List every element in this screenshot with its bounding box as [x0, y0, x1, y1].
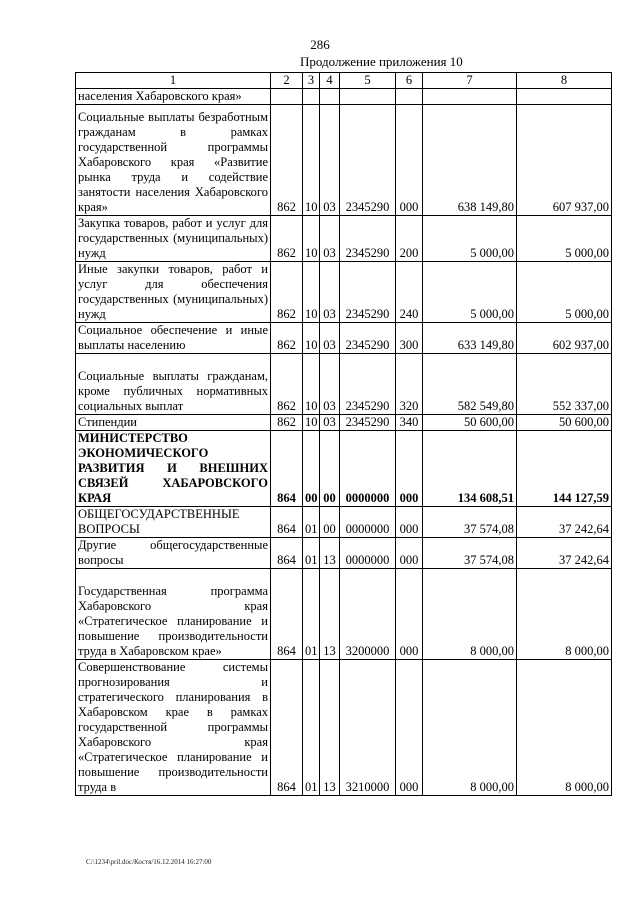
cell-ministry-code: 862 [271, 323, 303, 354]
cell-ministry-code: 864 [271, 431, 303, 507]
cell-expense-type: 000 [396, 660, 423, 796]
row-name: Государственная программа Хабаровского края «Стратегическое планирование и повышение производительности труда в Хабаровском крае» [76, 569, 271, 660]
cell-amount-year1: 8 000,00 [423, 660, 517, 796]
header-cell: 8 [517, 73, 612, 89]
cell-expense-type: 000 [396, 569, 423, 660]
table-row [76, 538, 612, 569]
cell-section: 01 [303, 538, 320, 569]
cell-expense-type: 000 [396, 431, 423, 507]
cell-amount-year1: 5 000,00 [423, 216, 517, 262]
table-row [76, 660, 612, 796]
cell-amount-year2 [517, 89, 612, 105]
cell-amount-year1 [423, 89, 517, 105]
cell-target-article [340, 89, 396, 105]
cell-expense-type: 340 [396, 415, 423, 431]
row-name: Иные закупки товаров, работ и услуг для обеспечения государственных (муниципальных) нужд [76, 262, 271, 323]
cell-amount-year2: 5 000,00 [517, 262, 612, 323]
cell-target-article: 0000000 [340, 431, 396, 507]
cell-ministry-code: 862 [271, 105, 303, 216]
page-number: 286 [310, 37, 330, 52]
cell-subsection: 03 [320, 354, 340, 415]
header-cell: 3 [303, 73, 320, 89]
cell-amount-year1: 37 574,08 [423, 538, 517, 569]
cell-amount-year1: 633 149,80 [423, 323, 517, 354]
table-row [76, 354, 612, 415]
row-name: Социальные выплаты безработным гражданам в рамках государственной программы Хабаровского края «Развитие рынка труда и содействие занятости населения Хабаровского края» [76, 105, 271, 216]
cell-target-article: 3210000 [340, 660, 396, 796]
cell-amount-year2: 37 242,64 [517, 538, 612, 569]
cell-section: 10 [303, 354, 320, 415]
cell-amount-year2: 37 242,64 [517, 507, 612, 538]
appendix-caption: Продолжение приложения 10 [300, 54, 463, 69]
cell-target-article: 2345290 [340, 354, 396, 415]
table-row [76, 262, 612, 323]
cell-section: 10 [303, 323, 320, 354]
cell-expense-type [396, 89, 423, 105]
cell-subsection: 00 [320, 431, 340, 507]
budget-table [75, 72, 612, 796]
cell-subsection: 13 [320, 660, 340, 796]
cell-amount-year2: 602 937,00 [517, 323, 612, 354]
cell-amount-year1: 582 549,80 [423, 354, 517, 415]
cell-amount-year2: 5 000,00 [517, 216, 612, 262]
cell-amount-year2: 50 600,00 [517, 415, 612, 431]
cell-expense-type: 000 [396, 105, 423, 216]
cell-subsection: 13 [320, 569, 340, 660]
cell-section: 01 [303, 569, 320, 660]
cell-target-article: 0000000 [340, 538, 396, 569]
row-name: Закупка товаров, работ и услуг для государственных (муниципальных) нужд [76, 216, 271, 262]
cell-target-article: 0000000 [340, 507, 396, 538]
cell-target-article: 2345290 [340, 216, 396, 262]
cell-section: 10 [303, 216, 320, 262]
header-cell: 1 [76, 73, 271, 89]
cell-ministry-code: 864 [271, 569, 303, 660]
table-row [76, 415, 612, 431]
table-row [76, 89, 612, 105]
cell-amount-year1: 5 000,00 [423, 262, 517, 323]
cell-target-article: 2345290 [340, 415, 396, 431]
header-cell: 6 [396, 73, 423, 89]
header-cell: 2 [271, 73, 303, 89]
cell-subsection [320, 89, 340, 105]
cell-expense-type: 320 [396, 354, 423, 415]
cell-subsection: 00 [320, 507, 340, 538]
cell-expense-type: 240 [396, 262, 423, 323]
cell-amount-year2: 607 937,00 [517, 105, 612, 216]
cell-amount-year2: 552 337,00 [517, 354, 612, 415]
row-name: населения Хабаровского края» [76, 89, 271, 105]
table-row [76, 323, 612, 354]
cell-section: 10 [303, 415, 320, 431]
cell-subsection: 13 [320, 538, 340, 569]
cell-target-article: 2345290 [340, 262, 396, 323]
cell-expense-type: 000 [396, 538, 423, 569]
cell-subsection: 03 [320, 323, 340, 354]
row-name: Социальное обеспечение и иные выплаты населению [76, 323, 271, 354]
row-name: Социальные выплаты гражданам, кроме публичных нормативных социальных выплат [76, 354, 271, 415]
cell-section: 00 [303, 431, 320, 507]
row-name: Стипендии [76, 415, 271, 431]
cell-subsection: 03 [320, 415, 340, 431]
row-name: МИНИСТЕРСТВО ЭКОНОМИЧЕСКОГО РАЗВИТИЯ И ВНЕШНИХ СВЯЗЕЙ ХАБАРОВСКОГО КРАЯ [76, 431, 271, 507]
file-path-footer: C:\1234\pril.doc/Костя/16.12.2014 16:27:00 [86, 858, 212, 866]
cell-section: 01 [303, 660, 320, 796]
table-row [76, 216, 612, 262]
cell-ministry-code: 864 [271, 660, 303, 796]
header-cell: 7 [423, 73, 517, 89]
cell-ministry-code [271, 89, 303, 105]
table-row [76, 507, 612, 538]
row-name: Совершенствование системы прогнозирования и стратегического планирования в Хабаровском крае в рамках государственной программы Хабаровского края «Стратегическое планирование и повышение производительности труда в [76, 660, 271, 796]
table-row [76, 569, 612, 660]
cell-amount-year1: 134 608,51 [423, 431, 517, 507]
cell-amount-year1: 638 149,80 [423, 105, 517, 216]
table-row [76, 105, 612, 216]
cell-target-article: 3200000 [340, 569, 396, 660]
cell-ministry-code: 862 [271, 415, 303, 431]
header-cell: 4 [320, 73, 340, 89]
cell-section: 10 [303, 262, 320, 323]
cell-ministry-code: 864 [271, 507, 303, 538]
cell-ministry-code: 862 [271, 354, 303, 415]
cell-amount-year1: 37 574,08 [423, 507, 517, 538]
cell-section: 01 [303, 507, 320, 538]
cell-amount-year2: 8 000,00 [517, 660, 612, 796]
cell-subsection: 03 [320, 262, 340, 323]
header-cell: 5 [340, 73, 396, 89]
cell-ministry-code: 864 [271, 538, 303, 569]
table-row [76, 431, 612, 507]
cell-target-article: 2345290 [340, 105, 396, 216]
header-row [76, 73, 612, 89]
cell-expense-type: 300 [396, 323, 423, 354]
cell-amount-year2: 8 000,00 [517, 569, 612, 660]
cell-ministry-code: 862 [271, 216, 303, 262]
cell-amount-year1: 50 600,00 [423, 415, 517, 431]
cell-expense-type: 000 [396, 507, 423, 538]
cell-amount-year2: 144 127,59 [517, 431, 612, 507]
cell-subsection: 03 [320, 216, 340, 262]
row-name: Другие общегосударственные вопросы [76, 538, 271, 569]
row-name: ОБЩЕГОСУДАРСТВЕННЫЕ ВОПРОСЫ [76, 507, 271, 538]
cell-expense-type: 200 [396, 216, 423, 262]
cell-section [303, 89, 320, 105]
cell-ministry-code: 862 [271, 262, 303, 323]
cell-section: 10 [303, 105, 320, 216]
cell-target-article: 2345290 [340, 323, 396, 354]
cell-amount-year1: 8 000,00 [423, 569, 517, 660]
cell-subsection: 03 [320, 105, 340, 216]
